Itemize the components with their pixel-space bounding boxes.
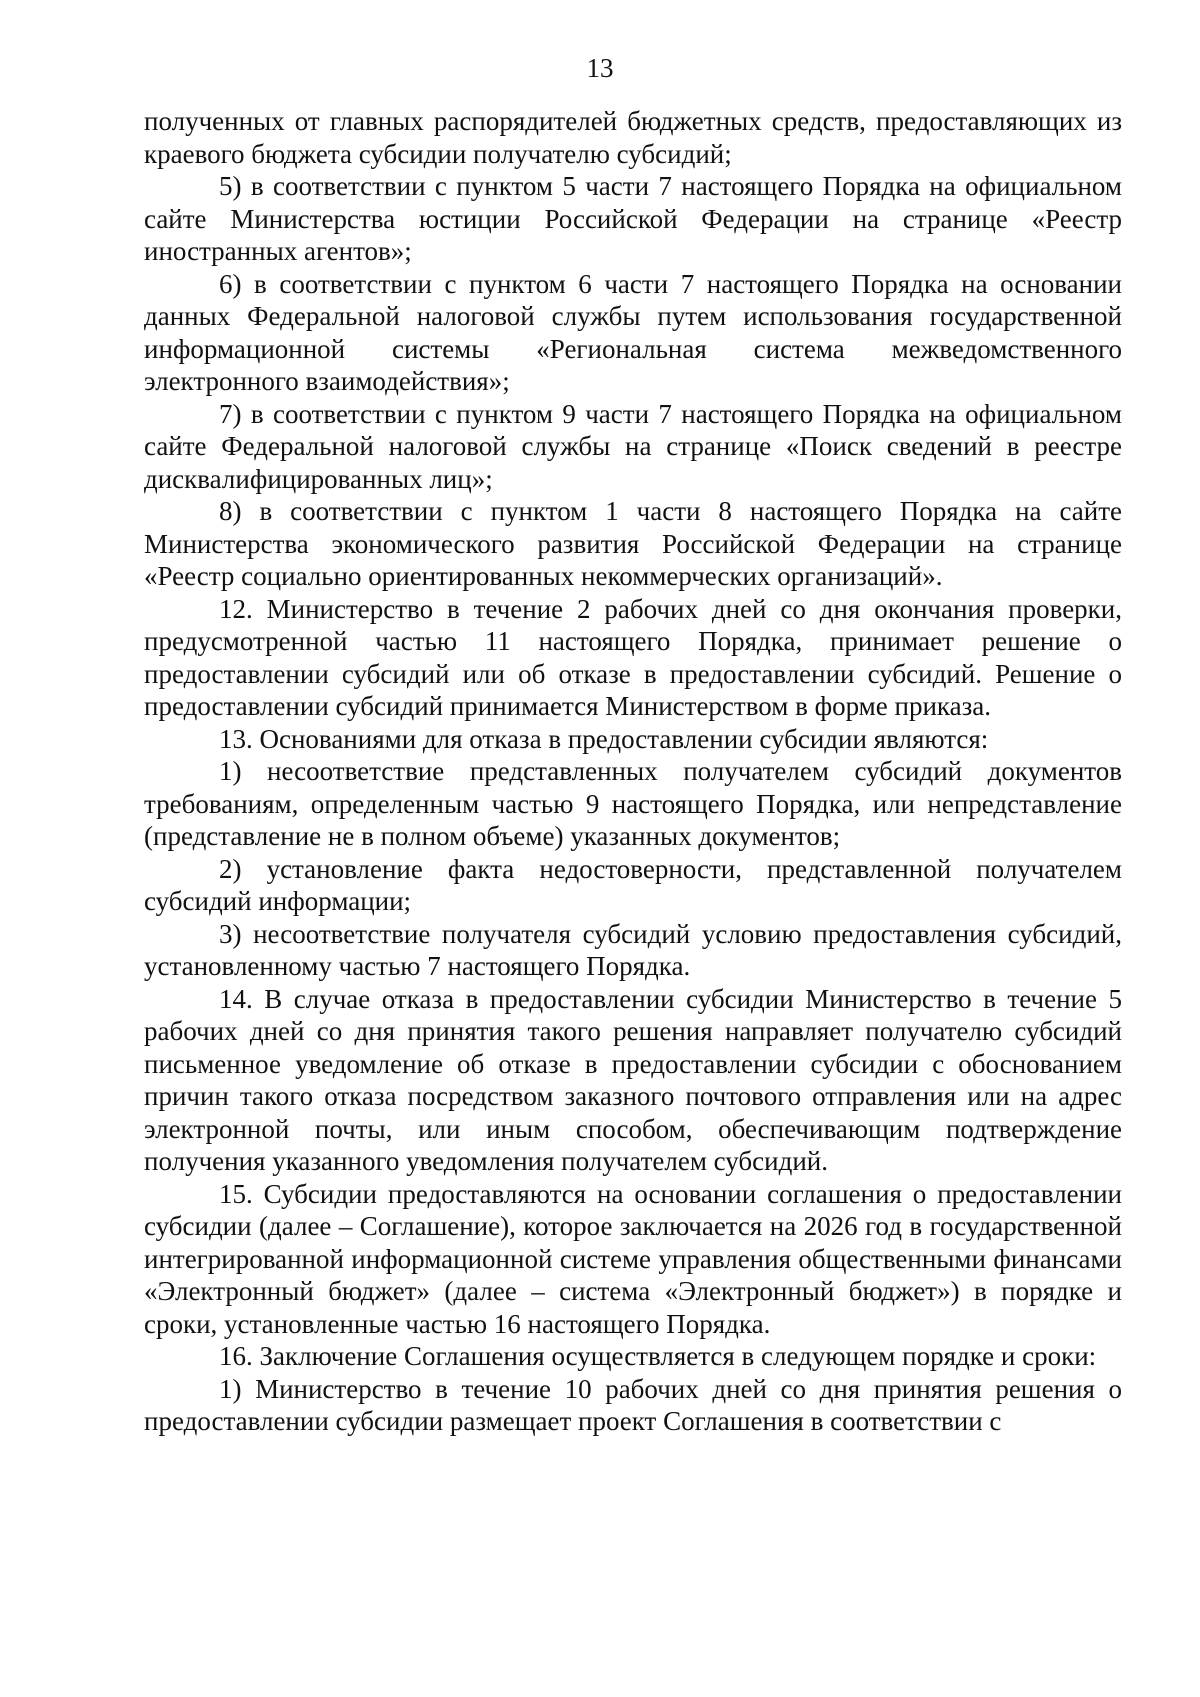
clause-13-item-1: 1) несоответствие представленных получателем субсидий документов требованиям, определенным частью 9 настоящего Порядка, или непредставление (представление не в полном объеме) указанных документов;: [144, 756, 1122, 851]
list-item-8: 8) в соответствии с пунктом 1 части 8 настоящего Порядка на сайте Министерства экономического развития Российской Федерации на странице «Реестр социально ориентированных некоммерческих организаций».: [144, 496, 1122, 591]
list-item-6: 6) в соответствии с пунктом 6 части 7 настоящего Порядка на основании данных Федеральной налоговой службы путем использования государственной информационной системы «Региональная система межведомственного электронного взаимодействия»;: [144, 268, 1122, 396]
paragraph-continuation: полученных от главных распорядителей бюджетных средств, предоставляющих из краевого бюджета субсидии получателю субсидий;: [144, 106, 1122, 169]
clause-16: 16. Заключение Соглашения осуществляется в следующем порядке и сроки:: [219, 1341, 1097, 1371]
page-number: 13: [586, 53, 614, 83]
clause-13: 13. Основаниями для отказа в предоставлении субсидии являются:: [219, 723, 989, 754]
clause-12: 12. Министерство в течение 2 рабочих дней со дня окончания проверки, предусмотренной частью 11 настоящего Порядка, принимает решение о предоставлении субсидий или об отказе в предоставлении субсидий. Решение о предоставлении субсидий принимается Министерством в форме приказа.: [144, 593, 1122, 721]
clause-13-item-3: 3) несоответствие получателя субсидий условию предоставления субсидий, установленному частью 7 настоящего Порядка.: [144, 918, 1122, 981]
clause-16-item-1: 1) Министерство в течение 10 рабочих дней со дня принятия решения о предоставлении субсидии размещает проект Соглашения в соответствии с: [144, 1373, 1122, 1436]
clause-15: 15. Субсидии предоставляются на основании соглашения о предоставлении субсидии (далее – Соглашение), которое заключается на 2026 год в государственной интегрированной информационной системе управления общественными финансами «Электронный бюджет» (далее – система «Электронный бюджет») в порядке и сроки, установленные частью 16 настоящего Порядка.: [144, 1178, 1122, 1339]
document-body: [144, 105, 1122, 1438]
list-item-5: 5) в соответствии с пунктом 5 части 7 настоящего Порядка на официальном сайте Министерства юстиции Российской Федерации на странице «Реестр иностранных агентов»;: [144, 171, 1122, 266]
clause-13-item-2: 2) установление факта недостоверности, представленной получателем субсидий информации;: [144, 853, 1122, 916]
clause-14: 14. В случае отказа в предоставлении субсидии Министерство в течение 5 рабочих дней со дня принятия такого решения направляет получателю субсидий письменное уведомление об отказе в предоставлении субсидии с обоснованием причин такого отказа посредством заказного почтового отправления или на адрес электронной почты, или иным способом, обеспечивающим подтверждение получения указанного уведомления получателем субсидий.: [144, 983, 1122, 1176]
list-item-7: 7) в соответствии с пунктом 9 части 7 настоящего Порядка на официальном сайте Федеральной налоговой службы на странице «Поиск сведений в реестре дисквалифицированных лиц»;: [144, 398, 1122, 494]
